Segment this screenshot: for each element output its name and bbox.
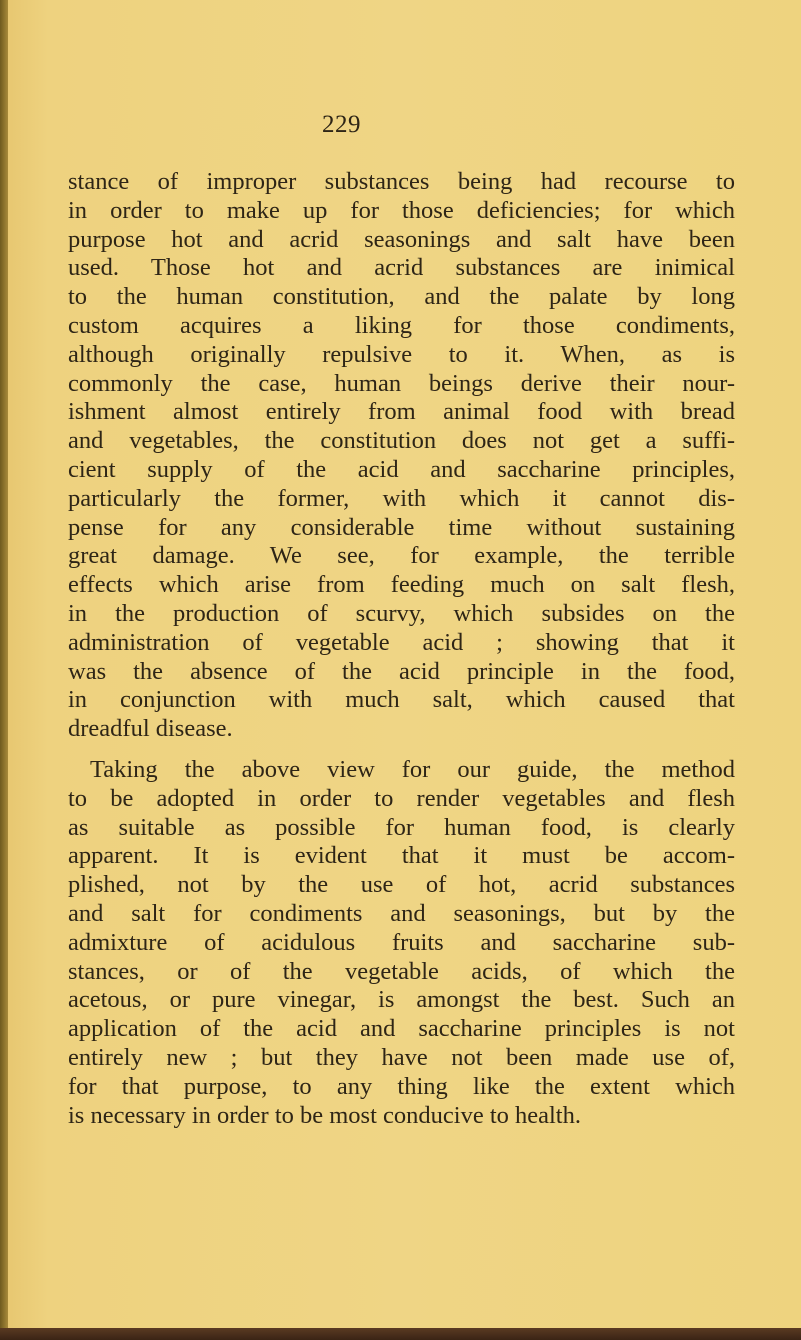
text-line: for that purpose, to any thing like the extent which xyxy=(68,1072,735,1100)
text-line: cient supply of the acid and saccharine principles, xyxy=(68,455,735,483)
text-line: and vegetables, the constitution does not get a suffi- xyxy=(68,427,735,455)
text-line: stances, or of the vegetable acids, of which the xyxy=(68,957,735,985)
text-line: great damage. We see, for example, the terrible xyxy=(68,542,735,570)
text-line: commonly the case, human beings derive their nour- xyxy=(68,369,735,397)
text-line: although originally repulsive to it. When, as is xyxy=(68,340,735,368)
page-bottom-edge xyxy=(0,1328,801,1340)
text-line: admixture of acidulous fruits and saccharine sub- xyxy=(68,928,735,956)
text-line: is necessary in order to be most conducive to health. xyxy=(68,1101,581,1129)
text-line: in conjunction with much salt, which caused that xyxy=(68,686,735,714)
text-line: stance of improper substances being had recourse to xyxy=(68,168,735,195)
text-line: was the absence of the acid principle in the food, xyxy=(68,657,735,685)
text-line: as suitable as possible for human food, is clearly xyxy=(68,813,735,841)
paragraph xyxy=(68,756,735,1130)
page-number: 229 xyxy=(322,111,361,138)
text-line: pense for any considerable time without sustaining xyxy=(68,513,735,541)
text-line: application of the acid and saccharine principles is not xyxy=(68,1015,735,1043)
text-line: to the human constitution, and the palate by long xyxy=(68,283,735,311)
text-line: particularly the former, with which it cannot dis- xyxy=(68,484,735,512)
text-line: to be adopted in order to render vegetables and flesh xyxy=(68,784,735,812)
text-line: ishment almost entirely from animal food with bread xyxy=(68,398,735,426)
text-line: effects which arise from feeding much on salt flesh, xyxy=(68,571,735,599)
book-spine-edge xyxy=(0,0,8,1340)
text-line: custom acquires a liking for those condiments, xyxy=(68,311,735,339)
text-line: acetous, or pure vinegar, is amongst the best. Such an xyxy=(68,986,735,1014)
paragraph xyxy=(68,168,735,744)
text-line: entirely new ; but they have not been made use of, xyxy=(68,1043,735,1071)
paragraph-gap xyxy=(68,744,735,756)
text-line: apparent. It is evident that it must be accom- xyxy=(68,842,735,870)
text-line: dreadful disease. xyxy=(68,715,233,743)
text-line: Taking the above view for our guide, the method xyxy=(90,755,735,783)
text-line: administration of vegetable acid ; showing that it xyxy=(68,628,735,656)
text-line: used. Those hot and acrid substances are inimical xyxy=(68,254,735,282)
body-text xyxy=(68,168,735,1130)
text-line: and salt for condiments and seasonings, but by the xyxy=(68,899,735,927)
text-line: in the production of scurvy, which subsides on the xyxy=(68,599,735,627)
text-line: plished, not by the use of hot, acrid substances xyxy=(68,871,735,899)
text-line: purpose hot and acrid seasonings and salt have been xyxy=(68,225,735,253)
text-line: in order to make up for those deficiencies; for which xyxy=(68,196,735,224)
